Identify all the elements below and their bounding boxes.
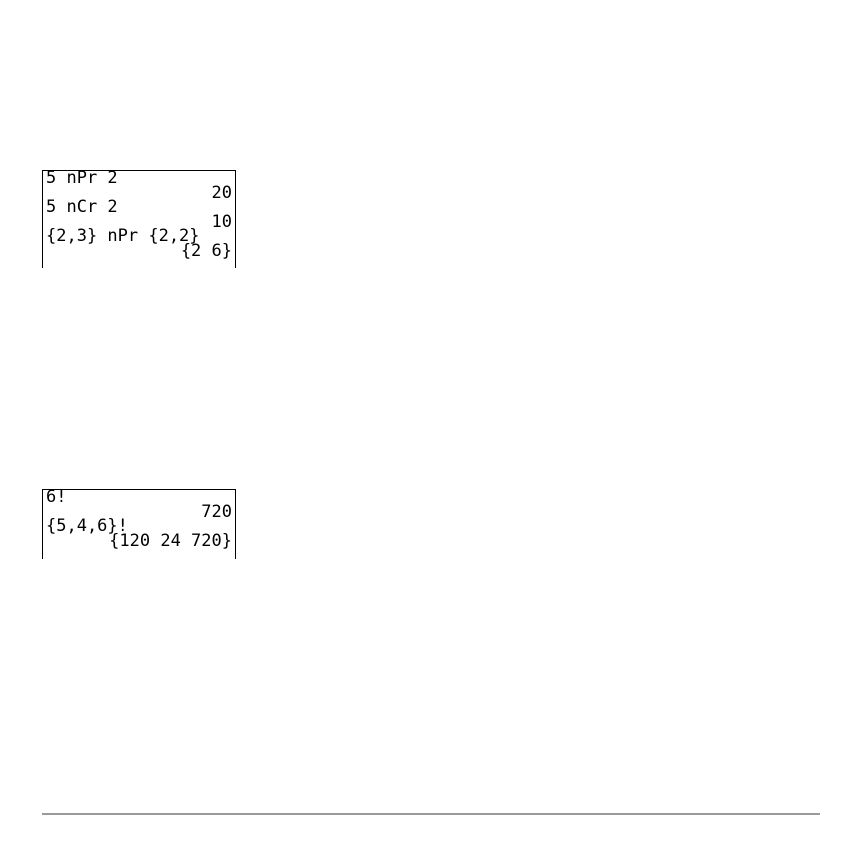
screen-line-input: {2,3} nPr {2,2} [46, 226, 200, 247]
screen-line-result: {2 6} [180, 240, 232, 261]
calculator-screen-factorial [42, 489, 236, 559]
screen-line-result: 720 [201, 501, 232, 522]
calculator-screen-permutations [42, 170, 236, 268]
screen-line-input: {5,4,6}! [46, 516, 128, 537]
footer-divider [42, 813, 820, 815]
screen-line-input: 6! [46, 489, 67, 507]
screen-line-result: {120 24 720} [109, 530, 232, 551]
screen-line-result: 10 [211, 211, 232, 232]
screen-line-result: 20 [211, 182, 232, 203]
screen-line-input: 5 nPr 2 [46, 170, 118, 188]
screen-line-input: 5 nCr 2 [46, 197, 118, 218]
